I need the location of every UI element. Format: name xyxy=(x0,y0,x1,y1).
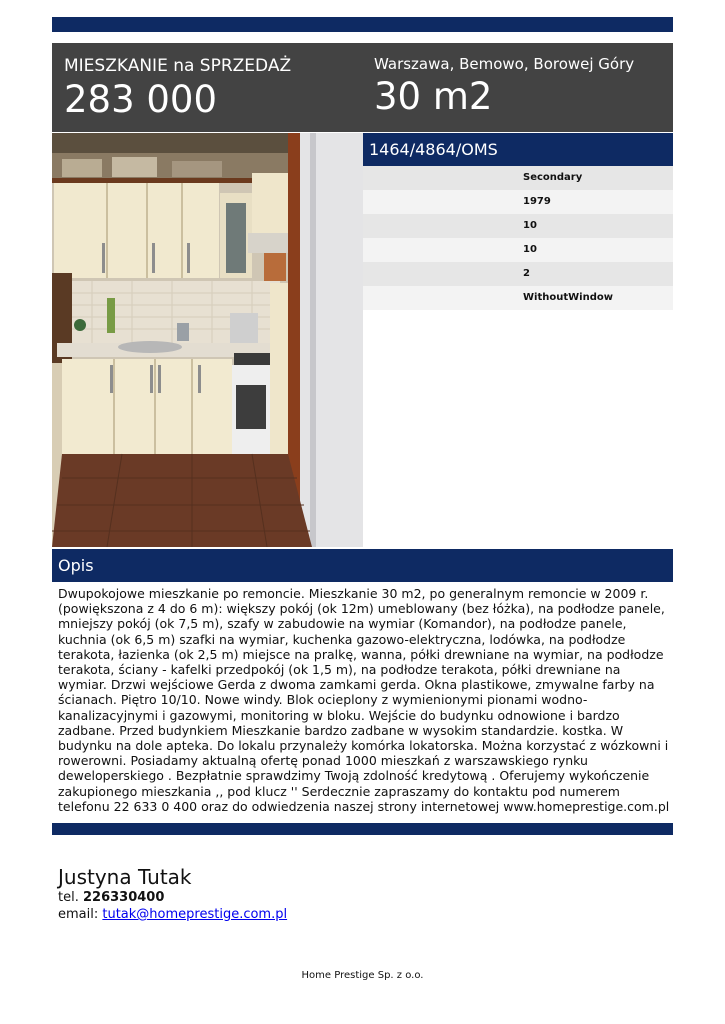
agent-phone: 226330400 xyxy=(82,890,165,905)
header-left xyxy=(64,55,291,121)
section-divider-bar xyxy=(52,823,673,835)
description-text: Dwupokojowe mieszkanie po remoncie. Mieszkanie 30 m2, po generalnym remoncie w 2009 r. (powiększona z 4 do 6 m): większy pokój (ok 12m) umeblowany (bez łóżka), na podłodze panele, mniejszy pokój (ok 7,5 m), szafy w zabudowie na wymiar (Komandor), na podłodze panele, kuchnia (ok 6,5 m) szafki na wymiar, kuchenka gazowo-elektryczna, lodówka, na podłodze terakota, łazienka (ok 2,5 m) miejsce na pralkę, wanna, półki drewniane na wymiar, na podłodze terakota, ściany - kafelki przedpokój (ok 1,5 m), na podłodze terakota, półki drewniane na wymiar. Drzwi wejściowe Gerda z dwoma zamkami gerda. Okna plastikowe, zmywalne farby na ścianach. Piętro 10/10. Nowe windy. Blok ocieplony z wymienionymi pionami wodno-kanalizacyjnymi i gazowymi, monitoring w bloku. Wejście do budynku odnowione i bardzo zadbane. Przed budynkiem Mieszkanie bardzo zadbane w wysokim standardzie. kostka. W budynku na dole apteka. Do lokalu przynależy komórka lokatorska. Można korzystać z wózkowni i rowerowni. Posiadamy aktualną ofertę ponad 1000 mieszkań z warszawskiego rynku deweloperskiego . Bezpłatnie sprawdzimy Twoją zdolność kredytową . Oferujemy wykończenie zakupionego mieszkania ,, pod klucz '' Serdecznie zapraszamy do kontaktu pod numerem telefonu 22 633 0 400 oraz do odwiedzenia naszej strony internetowej www.homeprestige.com.pl xyxy=(58,586,670,814)
agent-contact xyxy=(58,865,287,923)
agent-email-line xyxy=(58,906,287,923)
header-right xyxy=(374,54,634,118)
attribute-row xyxy=(363,166,673,190)
attributes-table xyxy=(363,166,673,310)
attribute-row xyxy=(363,262,673,286)
email-label: email: xyxy=(58,907,99,922)
top-decor-bar xyxy=(52,17,673,32)
listing-type: MIESZKANIE na SPRZEDAŻ xyxy=(64,56,292,76)
attribute-value: WithoutWindow xyxy=(523,292,613,303)
attribute-row xyxy=(363,238,673,262)
attribute-row xyxy=(363,286,673,310)
listing-location: Warszawa, Bemowo, Borowej Góry xyxy=(374,55,635,73)
listing-price: 283 000 xyxy=(64,78,218,121)
reference-number: 1464/4864/OMS xyxy=(369,140,498,159)
agent-name: Justyna Tutak xyxy=(58,865,192,889)
agent-phone-line xyxy=(58,889,287,906)
attribute-value: 1979 xyxy=(523,196,551,207)
reference-number-bar xyxy=(363,133,673,166)
agent-email-link[interactable]: tutak@homeprestige.com.pl xyxy=(102,907,288,922)
description-header xyxy=(52,549,673,582)
attribute-value: 2 xyxy=(523,268,530,279)
attribute-row xyxy=(363,214,673,238)
footer-company: Home Prestige Sp. z o.o. xyxy=(301,970,424,981)
attribute-value: Secondary xyxy=(523,172,583,183)
description-title: Opis xyxy=(58,556,94,575)
listing-area: 30 m2 xyxy=(374,75,493,118)
phone-label: tel. xyxy=(58,890,79,905)
listing-header xyxy=(52,43,673,132)
attribute-row xyxy=(363,190,673,214)
attribute-value: 10 xyxy=(523,220,537,231)
kitchen-photo xyxy=(52,133,363,547)
attribute-value: 10 xyxy=(523,244,537,255)
